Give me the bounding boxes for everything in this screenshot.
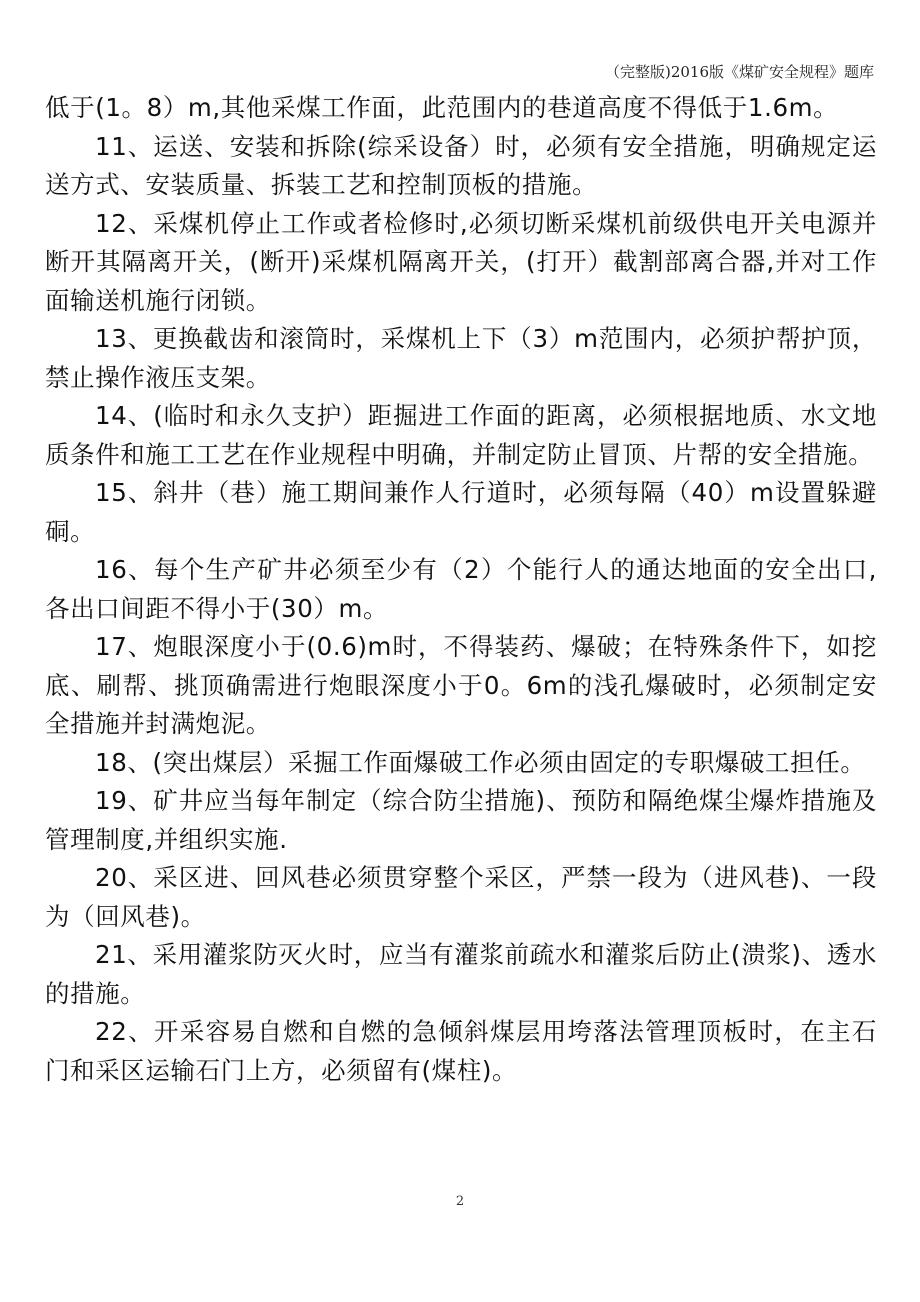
question-13: 13、更换截齿和滚筒时，采煤机上下（3）m范围内，必须护帮护顶，禁止操作液压支架。 [45,324,877,392]
question-16: 16、每个生产矿井必须至少有（2）个能行人的通达地面的安全出口,各出口间距不得小于(30）m。 [45,555,877,623]
document-body [45,89,877,1090]
question-21: 21、采用灌浆防灭火时，应当有灌浆前疏水和灌浆后防止(溃浆)、透水的措施。 [45,940,877,1008]
question-18: 18、(突出煤层）采掘工作面爆破工作必须由固定的专职爆破工担任。 [95,747,866,777]
question-20: 20、采区进、回风巷必须贯穿整个采区，严禁一段为（进风巷)、一段为（回风巷)。 [45,863,877,931]
paragraph-continuation: 低于(1。8）m,其他采煤工作面，此范围内的巷道高度不得低于1.6m。 [45,93,839,122]
question-12: 12、采煤机停止工作或者检修时,必须切断采煤机前级供电开关电源并断开其隔离开关，(断开)采煤机隔离开关，(打开）截割部离合器,并对工作面输送机施行闭锁。 [45,208,877,315]
question-15: 15、斜井（巷）施工期间兼作人行道时，必须每隔（40）m设置躲避硐。 [45,478,877,546]
running-header-title: （完整版)2016版《煤矿安全规程》题库 [604,63,874,81]
question-22: 22、开采容易自燃和自燃的急倾斜煤层用垮落法管理顶板时，在主石门和采区运输石门上方，必须留有(煤柱)。 [45,1017,877,1085]
question-19: 19、矿井应当每年制定（综合防尘措施)、预防和隔绝煤尘爆炸措施及管理制度,并组织实施. [45,786,877,854]
question-17: 17、炮眼深度小于(0.6)m时，不得装药、爆破；在特殊条件下，如挖底、刷帮、挑顶确需进行炮眼深度小于0。6m的浅孔爆破时，必须制定安全措施并封满炮泥。 [45,632,877,738]
page-number: 2 [455,1194,465,1209]
question-11: 11、运送、安装和拆除(综采设备）时，必须有安全措施，明确规定运送方式、安装质量、拆装工艺和控制顶板的措施。 [45,131,877,199]
question-14: 14、(临时和永久支护）距掘进工作面的距离，必须根据地质、水文地质条件和施工工艺在作业规程中明确，并制定防止冒顶、片帮的安全措施。 [45,401,877,469]
